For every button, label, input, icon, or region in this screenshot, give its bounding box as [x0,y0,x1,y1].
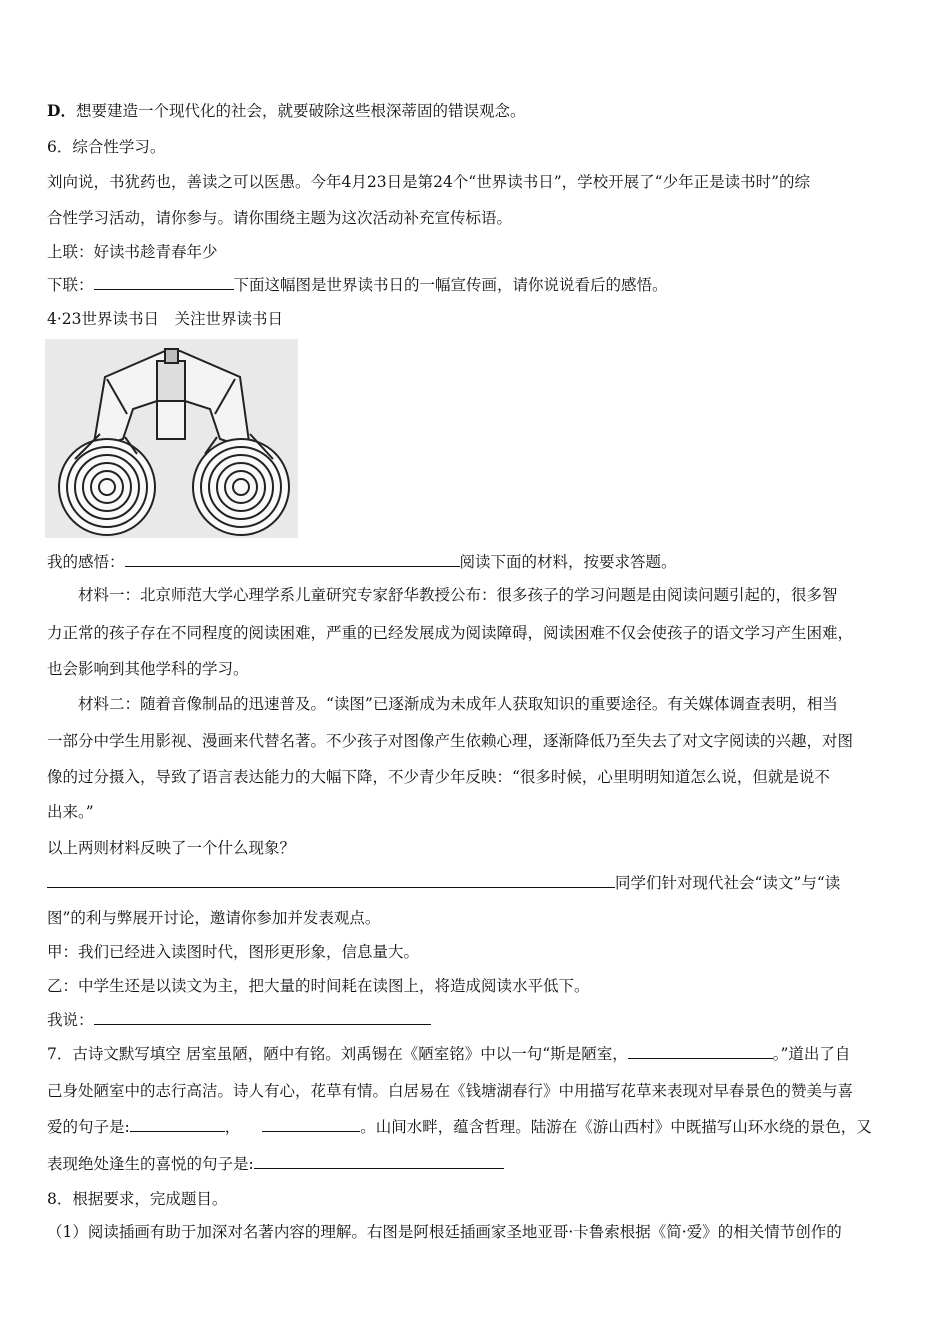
couplet-lower-blank[interactable] [94,275,234,290]
phenomenon-blank[interactable] [47,873,615,888]
question-7-line-3b: ， [224,1118,241,1136]
material-1-line-1: 材料一：北京师范大学心理学系儿童研究专家舒华教授公布：很多孩子的学习问题是由阅读问题引起的，很多智 [78,586,838,604]
question-6-title: 6．综合性学习。 [47,138,166,156]
poster-caption: 4·23世界读书日 关注世界读书日 [47,310,284,328]
phenomenon-question: 以上两则材料反映了一个什么现象？ [47,839,296,857]
discussion-line-2: 图”的利与弊展开讨论，邀请你参加并发表观点。 [47,909,381,927]
my-view-blank[interactable] [94,1010,431,1025]
binoculars-scroll-icon [45,339,298,538]
material-2-line-3: 像的过分摄入，导致了语言表达能力的大幅下降，不少青少年反映：“很多时候，心里明明知道怎么说，但就是说不 [47,768,830,786]
feeling-blank[interactable] [125,552,460,567]
material-2-line-4: 出来。” [47,803,94,821]
question-7-line-2: 己身处陋室中的志行高洁。诗人有心，花草有情。白居易在《钱塘湖春行》中用描写花草来表现对早春景色的赞美与喜 [47,1082,854,1100]
couplet-lower-after: 下面这幅图是世界读书日的一幅宣传画，请你说说看后的感悟。 [233,276,668,294]
question-6-intro-line-2: 合性学习活动，请你参与。请你围绕主题为这次活动补充宣传标语。 [47,209,513,227]
speaker-yi: 乙：中学生还是以读文为主，把大量的时间耗在读图上，将造成阅读水平低下。 [47,977,590,995]
couplet-lower [47,275,668,295]
speaker-jia: 甲：我们已经进入读图时代，图形更形象，信息量大。 [47,943,420,961]
material-1-line-3: 也会影响到其他学科的学习。 [47,660,249,678]
question-7-line-3a: 爱的句子是: [47,1118,130,1136]
couplet-upper: 上联：好读书趁青春年少 [47,243,218,261]
material-2-line-2: 一部分中学生用影视、漫画来代替名著。不少孩子对图像产生依赖心理，逐渐降低乃至失去了对文字阅读的兴趣，对图 [47,732,854,750]
question-8-title: 8．根据要求，完成题目。 [47,1190,228,1208]
question-7-line-3c: 。山间水畔，蕴含哲理。陆游在《游山西村》中既描写山环水绕的景色，又 [360,1118,872,1136]
discussion-intro: 同学们针对现代社会“读文”与“读 [615,874,841,892]
q7-blank-4[interactable] [254,1154,504,1169]
question-7-line-1a: 7．古诗文默写填空 居室虽陋，陋中有铭。刘禹锡在《陋室铭》中以一句“斯是陋室， [47,1045,628,1063]
discussion-line-1 [47,873,840,893]
binocular-books-illustration [45,339,298,538]
couplet-lower-label: 下联： [47,276,94,294]
feeling-after: 阅读下面的材料，按要求答题。 [459,553,677,571]
q7-blank-1[interactable] [628,1044,773,1059]
material-2-line-1: 材料二：随着音像制品的迅速普及。“读图”已逐渐成为未成年人获取知识的重要途径。有关媒体调查表明，相当 [78,695,838,713]
question-7-line-4 [47,1154,504,1174]
q7-blank-3[interactable] [262,1117,360,1132]
material-1-line-2: 力正常的孩子存在不同程度的阅读困难，严重的已经发展成为阅读障碍，阅读困难不仅会使孩子的语文学习产生困难， [47,624,854,642]
option-d [47,101,525,121]
q7-blank-2[interactable] [130,1117,225,1132]
question-6-intro-line-1: 刘向说，书犹药也，善读之可以医愚。今年4月23日是第24个“世界读书日”，学校开展了“少年正是读书时”的综 [47,173,811,191]
question-8-part-1: （1）阅读插画有助于加深对名著内容的理解。右图是阿根廷插画家圣地亚哥·卡鲁索根据《简·爱》的相关情节创作的 [47,1223,842,1241]
option-d-text: 想要建造一个现代化的社会，就要破除这些根深蒂固的错误观念。 [75,102,526,120]
feeling-label: 我的感悟： [47,553,125,571]
option-d-label: D． [47,101,76,120]
question-7-line-1b: 。”道出了自 [772,1045,851,1063]
question-7-line-4-text: 表现绝处逢生的喜悦的句子是: [47,1155,254,1173]
question-7-line-3 [47,1117,872,1137]
question-7-line-1 [47,1044,850,1064]
my-view-label: 我说： [47,1011,94,1029]
feeling-line [47,552,677,572]
my-view-line [47,1010,431,1030]
